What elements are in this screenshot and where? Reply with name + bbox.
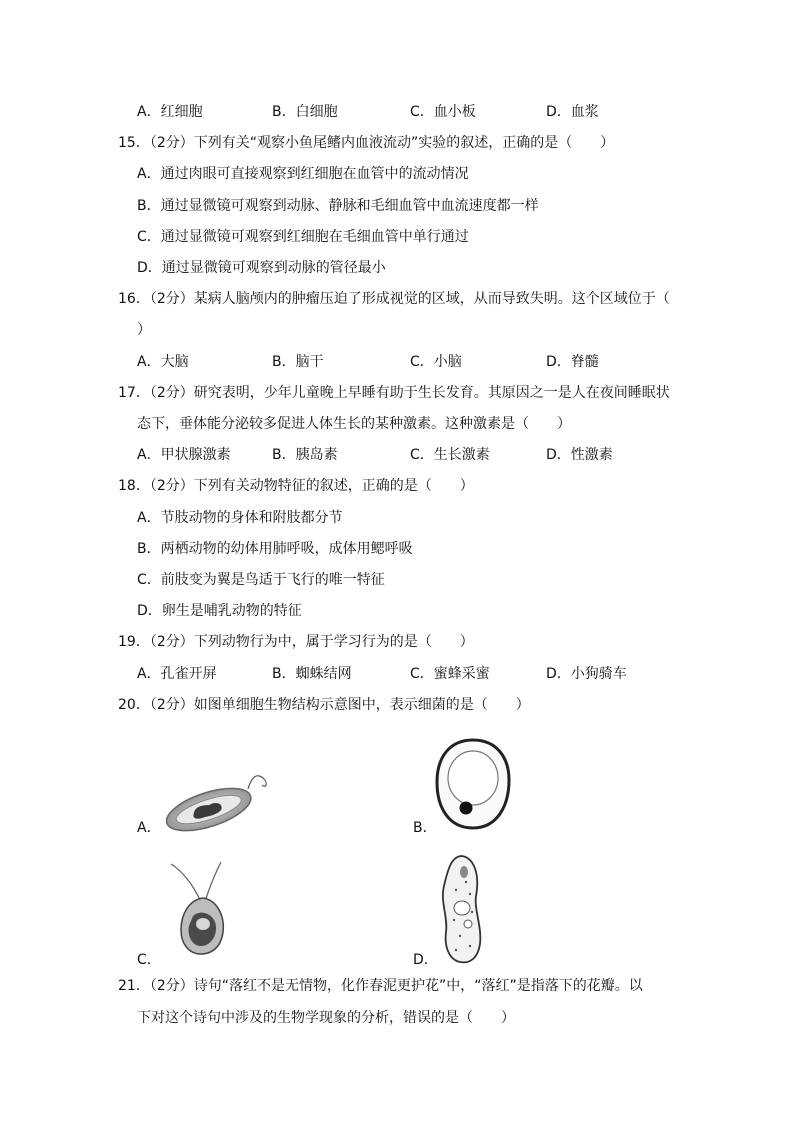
option-b: B．两栖动物的幼体用肺呼吸，成体用鳃呼吸 [137,541,413,557]
chlamydomonas-image [163,858,243,956]
option-a: A．孔雀开屏 [137,666,217,682]
option-d: D．脊髓 [546,354,599,370]
option-d-label: D． [413,952,438,968]
option-b: B．蜘蛛结网 [272,666,352,682]
option-a-label: A． [137,820,161,836]
question-stem: 21．（2分）诗句“落红不是无情物，化作春泥更护花”中，“落红”是指落下的花瓣。以 [118,978,643,994]
option-a: A．大脑 [137,354,189,370]
option-a: A．红细胞 [137,104,203,120]
option-d: D．小狗骑车 [546,666,627,682]
option-b: B．胰岛素 [272,447,338,463]
option-b: B．白细胞 [272,104,338,120]
euglena-image [436,850,486,966]
question-stem: 20．（2分）如图单细胞生物结构示意图中，表示细菌的是（ ） [118,697,530,713]
option-a: A．通过肉眼可直接观察到红细胞在血管中的流动情况 [137,166,469,182]
option-c: C．生长激素 [410,447,490,463]
question-stem-continued: 下对这个诗句中涉及的生物学现象的分析，错误的是（ ） [137,1010,515,1026]
option-c: C．前肢变为翼是鸟适于飞行的唯一特征 [137,572,385,588]
option-b: B．通过显微镜可观察到动脉、静脉和毛细血管中血流速度都一样 [137,198,539,214]
option-c: C．通过显微镜可观察到红细胞在毛细血管中单行通过 [137,229,469,245]
option-a: A．节肢动物的身体和附肢都分节 [137,510,343,526]
question-stem: 17．（2分）研究表明，少年儿童晚上早睡有助于生长发育。其原因之一是人在夜间睡眠状 [118,385,670,401]
option-c: C．小脑 [410,354,462,370]
option-d: D．卵生是哺乳动物的特征 [137,603,302,619]
option-a: A．甲状腺激素 [137,447,231,463]
yeast-cell-image [433,736,513,832]
question-stem: 16．（2分）某病人脑颅内的肿瘤压迫了形成视觉的区域，从而导致失明。这个区域位于（ [118,291,670,307]
question-stem-continued: 态下，垂体能分泌较多促进人体生长的某种激素。这种激素是（ ） [137,416,571,432]
option-c: C．蜜蜂采蜜 [410,666,490,682]
question-stem: 15．（2分）下列有关“观察小鱼尾鳍内血液流动”实验的叙述，正确的是（ ） [118,135,615,151]
question-stem-continued: ） [137,322,151,338]
option-c-label: C． [137,952,161,968]
question-stem: 19．（2分）下列动物行为中，属于学习行为的是（ ） [118,634,474,650]
option-b-label: B． [413,820,437,836]
option-d: D．性激素 [546,447,613,463]
option-d: D．通过显微镜可观察到动脉的管径最小 [137,260,386,276]
option-d: D．血浆 [546,104,599,120]
option-b: B．脑干 [272,354,324,370]
question-stem: 18．（2分）下列有关动物特征的叙述，正确的是（ ） [118,478,474,494]
bacterium-image [160,765,272,833]
option-c: C．血小板 [410,104,476,120]
